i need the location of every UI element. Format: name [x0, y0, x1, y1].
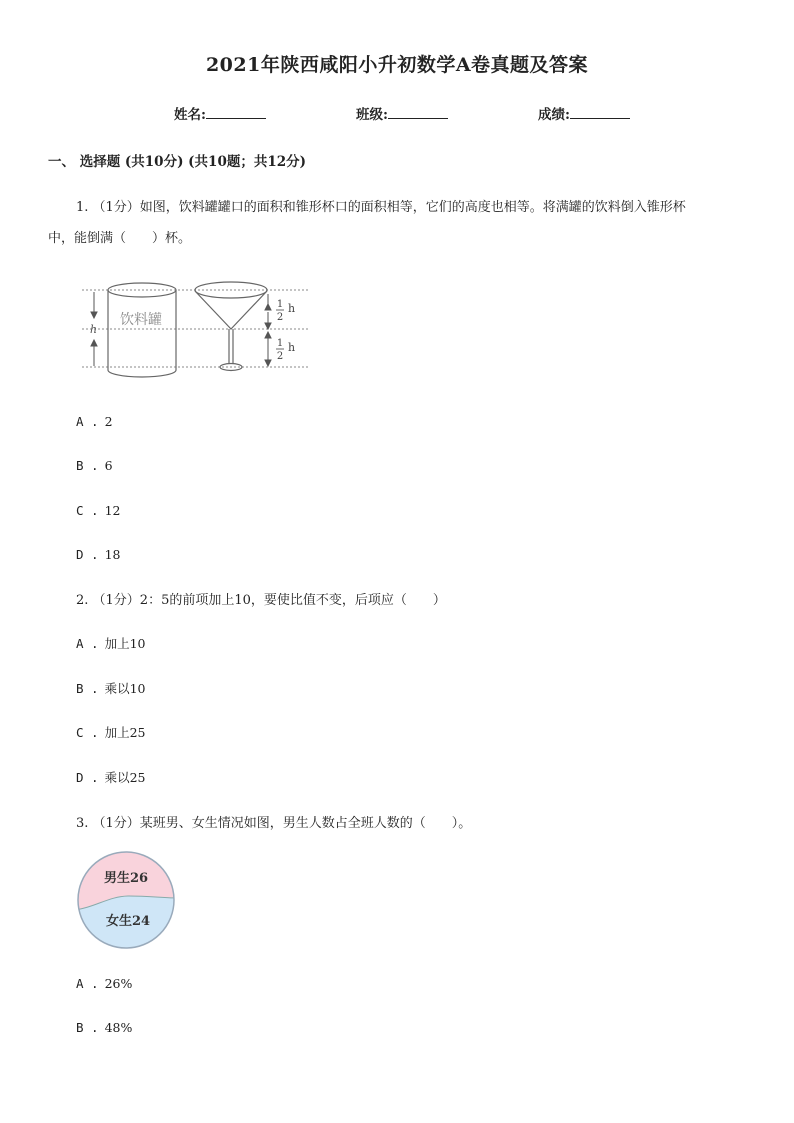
- option-letter: D .: [76, 770, 99, 785]
- option-text: 18: [104, 547, 121, 562]
- question-3-circle-figure: [74, 850, 178, 950]
- page-title: 2021年陕西咸阳小升初数学A卷真题及答案: [205, 54, 589, 76]
- cone-glass: [195, 282, 267, 371]
- half-numerator-top: 1: [276, 299, 284, 310]
- cylinder-can: [108, 283, 176, 377]
- q2-option-b[interactable]: [76, 679, 145, 697]
- option-letter: B .: [76, 458, 99, 473]
- question-3-text: 3. （1分）某班男、女生情况如图，男生人数占全班人数的（ ）。: [76, 816, 472, 831]
- q2-option-c[interactable]: [76, 723, 145, 741]
- option-letter: C .: [76, 725, 99, 740]
- half-denominator-top: 2: [276, 312, 284, 323]
- name-blank: [206, 106, 266, 119]
- half-h-top: h: [288, 302, 296, 315]
- option-text: 乘以10: [104, 681, 146, 696]
- class-field: [356, 103, 448, 123]
- option-text: 12: [104, 503, 121, 518]
- option-letter: C .: [76, 503, 99, 518]
- option-letter: A .: [76, 636, 99, 651]
- class-label: 班级:: [356, 107, 388, 123]
- question-1-figure: [78, 274, 314, 384]
- boys-label: 男生26: [104, 871, 149, 886]
- score-blank: [570, 106, 630, 119]
- name-field: [174, 103, 266, 123]
- option-letter: B .: [76, 1020, 99, 1035]
- half-denominator-bottom: 2: [276, 351, 284, 362]
- option-text: 2: [104, 414, 113, 429]
- score-label: 成绩:: [538, 107, 570, 123]
- class-blank: [388, 106, 448, 119]
- q1-option-c[interactable]: [76, 503, 120, 518]
- can-label: 饮料罐: [120, 312, 162, 328]
- question-1-text-cont: 中，能倒满（ ）杯。: [48, 231, 192, 246]
- option-text: 6: [104, 458, 113, 473]
- can-height-label: h: [90, 323, 98, 336]
- option-letter: D .: [76, 547, 99, 562]
- q1-option-a[interactable]: [76, 414, 113, 429]
- question-2-text: 2. （1分）2：5的前项加上10，要使比值不变，后项应（ ）: [76, 593, 446, 608]
- option-text: 乘以25: [104, 770, 146, 785]
- option-text: 加上10: [104, 636, 146, 651]
- girls-label: 女生24: [106, 914, 151, 929]
- option-letter: A .: [76, 414, 99, 429]
- question-1-text: 1. （1分）如图，饮料罐罐口的面积和锥形杯口的面积相等，它们的高度也相等。将满罐的饮料倒入锥形杯: [76, 200, 686, 215]
- option-letter: A .: [76, 976, 99, 991]
- half-numerator-bottom: 1: [276, 338, 284, 349]
- option-text: 26%: [104, 976, 133, 991]
- name-label: 姓名:: [174, 107, 206, 123]
- q1-option-b[interactable]: [76, 458, 113, 473]
- half-h-bottom: h: [288, 341, 296, 354]
- option-letter: B .: [76, 681, 99, 696]
- option-text: 48%: [104, 1020, 133, 1035]
- q2-option-a[interactable]: [76, 634, 145, 652]
- q2-option-d[interactable]: [76, 768, 145, 786]
- section-heading: 一、 选择题 (共10分) (共10题；共12分): [48, 154, 307, 170]
- q3-option-a[interactable]: [76, 976, 132, 991]
- score-field: [538, 103, 630, 123]
- q3-option-b[interactable]: [76, 1020, 132, 1035]
- q1-option-d[interactable]: [76, 547, 120, 562]
- option-text: 加上25: [104, 725, 146, 740]
